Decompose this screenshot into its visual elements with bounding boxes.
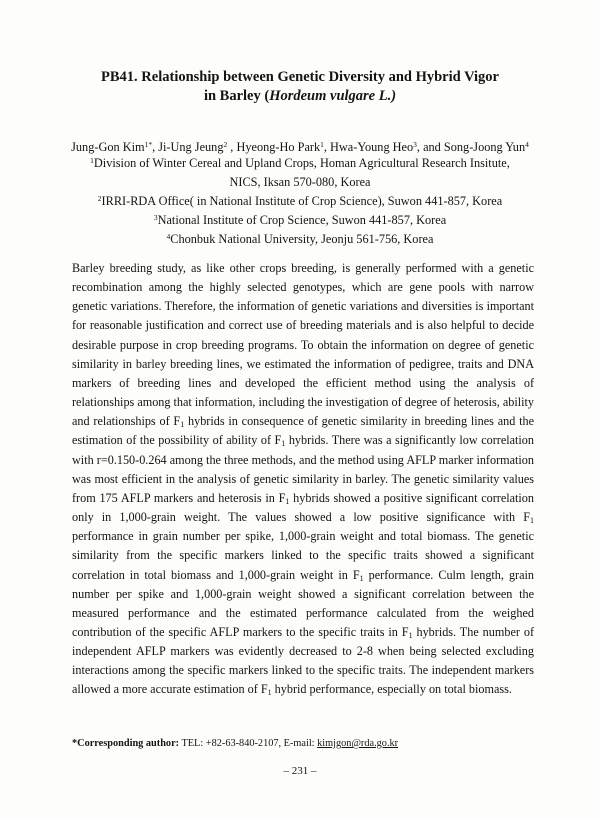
author-affiliation-mark: 1 xyxy=(320,140,324,149)
title-line-2: in Barley (Hordeum vulgare L.) xyxy=(203,88,397,104)
abstract-text: hybrids in consequence of genetic similarity in breeding lines and the estimation of the possibility of ability of F xyxy=(72,414,534,448)
affiliation-text: Chonbuk National University, Jeonju 561-756, Korea xyxy=(170,232,434,246)
subscript-generation: 1 xyxy=(530,516,534,526)
corresponding-author xyxy=(72,737,542,751)
author-separator: , xyxy=(323,140,331,154)
corresponding-email-link[interactable]: kimjgon@rda.go.kr xyxy=(317,738,399,749)
affiliation-item xyxy=(0,154,600,173)
affiliation-text-continued: NICS, Iksan 570-080, Korea xyxy=(229,175,371,189)
abstract-text: hybrid performance, especially on total biomass. xyxy=(271,682,512,697)
affiliation-text: National Institute of Crop Science, Suwon 441-857, Korea xyxy=(157,213,447,227)
page-number: – 231 – xyxy=(283,765,317,777)
affiliation-item xyxy=(0,192,600,211)
author-name: Song-Joong Yun xyxy=(443,140,526,154)
abstract-text: performance. Culm length, grain number per spike and 1,000-grain weight showed a significant correlation between the measured performance and the estimated performance calculated from the weighed contribution of the specific AFLP markers to the specific traits in F xyxy=(72,567,535,639)
abstract-body xyxy=(72,259,534,700)
subscript-generation: 1 xyxy=(408,630,413,640)
corresponding-label: *Corresponding author: xyxy=(72,738,180,749)
author-name: Hwa-Young Heo xyxy=(330,140,414,154)
abstract-text: hybrids showed a positive significant correlation only in 1,000-grain weight. The values showed a low positive significance with F xyxy=(72,490,534,525)
author-affiliation-mark: 2 xyxy=(223,140,228,149)
affiliation-mark: 3 xyxy=(153,213,158,222)
abstract-text: performance in grain number per spike, 1,000-grain weight and total biomass. The genetic similarity from the specific markers linked to the specific traits showed a significant correlation in total biomass and 1,000-grain weight in F xyxy=(72,529,534,582)
abstract-text: hybrids. The number of independent AFLP markers was evidently decreased to 2-8 when being selected excluding interactions among the specific markers linked to the specific traits. The independent markers allowed a more accurate estimation of F xyxy=(72,624,534,697)
subscript-generation: 1 xyxy=(281,439,286,449)
affiliation-mark: 1 xyxy=(90,156,94,165)
affiliation-text: Division of Winter Cereal and Upland Crops, Homan Agricultural Research Insitute, xyxy=(93,156,510,170)
corresponding-tel: TEL: +82-63-840-2107, E-mail: xyxy=(179,738,318,749)
affiliation-mark: 4 xyxy=(166,232,171,241)
affiliation-list xyxy=(0,154,600,249)
affiliation-text: IRRI-RDA Office( in National Institute of Crop Science), Suwon 441-857, Korea xyxy=(101,194,503,208)
author-separator: , and xyxy=(416,140,444,154)
author-name: Ji-Ung Jeung xyxy=(158,140,224,154)
subscript-generation: 1 xyxy=(180,420,185,430)
author-affiliation-mark: 1* xyxy=(144,140,153,149)
affiliation-mark: 2 xyxy=(97,194,102,203)
author-name: Jung-Gon Kim xyxy=(71,140,145,154)
paper-title xyxy=(0,68,600,106)
abstract-text: hybrids. There was a significantly low correlation with r=0.150-0.264 among the three methods, and the method using AFLP marker information was most efficient in the analysis of genetic similarity in barley. The genetic similarity values from 175 AFLP markers and heterosis in F xyxy=(72,433,534,505)
author-affiliation-mark: 4 xyxy=(525,140,529,149)
affiliation-item xyxy=(0,230,600,249)
abstract-text: Barley breeding study, as like other crops breeding, is generally performed with a genetic recombination among the highly selected genotypes, which are gene pools with narrow genetic variations. Therefore, the information of genetic variations and diversities is important for reasonable justification and correct use of breeding materials and is also helpful to decide desirable purpose in crop breeding programs. To obtain the information on degree of genetic similarity in barley breeding lines, we estimated the information of pedigree, traits and DNA markers of breeding lines and developed the efficient method using the analysis of relationships among that information, including the investigation of degree of heterosis, ability and relationships of F xyxy=(72,261,535,429)
species-name: Hordeum vulgare L.) xyxy=(269,88,397,104)
author-separator: , xyxy=(227,140,237,154)
author-name: Hyeong-Ho Park xyxy=(236,140,321,154)
subscript-generation: 1 xyxy=(285,496,290,506)
author-separator: , xyxy=(152,140,159,154)
author-affiliation-mark: 3 xyxy=(413,140,417,149)
title-line-1: PB41. Relationship between Genetic Diversity and Hybrid Vigor xyxy=(101,69,499,85)
subscript-generation: 1 xyxy=(267,688,272,698)
affiliation-item xyxy=(0,211,600,230)
subscript-generation: 1 xyxy=(359,573,364,583)
